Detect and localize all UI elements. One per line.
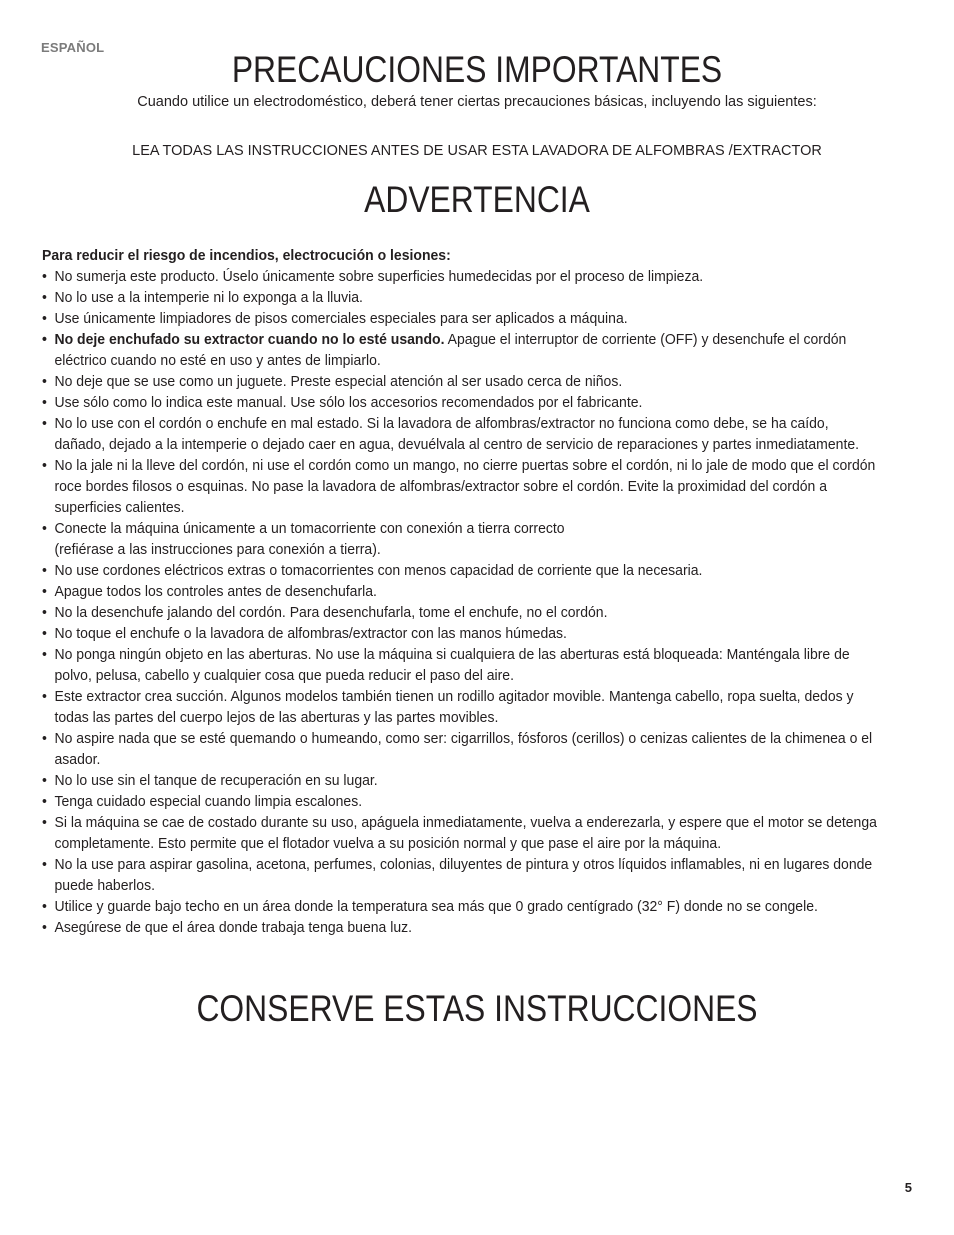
- item-text: No la jale ni la lleve del cordón, ni use el cordón como un mango, no cierre puertas sobre el cordón, ni lo jale de modo que el cordón roce bordes filosos o esquinas. No pase la lavadora de alfombras/extractor sobre el cordón. Evite la proximidad del cordón a superficies calientes.: [54, 458, 876, 516]
- item-text: No lo use a la intemperie ni lo exponga a la lluvia.: [54, 290, 363, 306]
- item-text: No lo use con el cordón o enchufe en mal estado. Si la lavadora de alfombras/extractor no funciona como debe, se ha caído, dañado, dejado a la intemperie o dejado caer en agua, devuélvala al centro de servicio de reparaciones y partes inmediatamente.: [54, 416, 860, 453]
- bullet-icon: •: [42, 290, 47, 306]
- list-item: [42, 645, 877, 687]
- bullet-icon: •: [42, 626, 47, 642]
- item-text: Conecte la máquina únicamente a un tomacorriente con conexión a tierra correcto: [54, 521, 565, 537]
- list-item: [42, 897, 877, 918]
- bullet-icon: •: [42, 395, 47, 411]
- item-text: No la desenchufe jalando del cordón. Para desenchufarla, tome el enchufe, no el cordón.: [54, 605, 608, 621]
- page-number: 5: [904, 1180, 912, 1195]
- item-text: No toque el enchufe o la lavadora de alfombras/extractor con las manos húmedas.: [54, 626, 567, 642]
- precaution-list: [42, 267, 877, 939]
- language-label: ESPAÑOL: [41, 40, 105, 55]
- bullet-icon: •: [42, 521, 47, 537]
- bullet-icon: •: [42, 332, 47, 348]
- item-text: Tenga cuidado especial cuando limpia escalones.: [54, 794, 363, 810]
- list-item: [42, 561, 877, 582]
- list-item: [42, 918, 877, 939]
- item-text: Este extractor crea succión. Algunos modelos también tienen un rodillo agitador movible. Mantenga cabello, ropa suelta, dedos y todas las partes del cuerpo lejos de las aberturas y las partes movibles.: [54, 689, 854, 726]
- bullet-icon: •: [42, 731, 47, 747]
- bullet-icon: •: [42, 899, 47, 915]
- item-text: No deje que se use como un juguete. Preste especial atención al ser usado cerca de niños.: [54, 374, 623, 390]
- read-instructions-notice: LEA TODAS LAS INSTRUCCIONES ANTES DE USAR ESTA LAVADORA DE ALFOMBRAS /EXTRACTOR: [132, 143, 822, 159]
- bullet-icon: •: [42, 689, 47, 705]
- bullet-icon: •: [42, 584, 47, 600]
- warning-title: ADVERTENCIA: [364, 179, 590, 220]
- item-text: Use sólo como lo indica este manual. Use sólo los accesorios recomendados por el fabricante.: [54, 395, 643, 411]
- item-text: No lo use sin el tanque de recuperación en su lugar.: [54, 773, 378, 789]
- item-text: Si la máquina se cae de costado durante su uso, apáguela inmediatamente, vuelva a enderezarla, y espere que el motor se detenga completamente. Esto permite que el flotador vuelva a su posición normal y que pase el aire por la máquina.: [54, 815, 877, 852]
- bullet-icon: •: [42, 647, 47, 663]
- bullet-icon: •: [42, 416, 47, 432]
- item-text-continued: (refiérase a las instrucciones para conexión a tierra).: [54, 542, 381, 558]
- bullet-icon: •: [42, 773, 47, 789]
- list-item: [42, 813, 877, 855]
- intro-text: Cuando utilice un electrodoméstico, deberá tener ciertas precauciones básicas, incluyendo las siguientes:: [137, 94, 817, 110]
- list-item: [42, 288, 877, 309]
- item-text: No aspire nada que se esté quemando o humeando, como ser: cigarrillos, fósforos (cerillos) o cenizas calientes de la chimenea o el asador.: [54, 731, 873, 768]
- list-item: [42, 582, 877, 603]
- list-item: [42, 393, 877, 414]
- bullet-icon: •: [42, 794, 47, 810]
- item-bold-text: No deje enchufado su extractor cuando no lo esté usando.: [54, 332, 445, 348]
- bullet-icon: •: [42, 311, 47, 327]
- precautions-title: PRECAUCIONES IMPORTANTES: [231, 49, 723, 90]
- item-text: Apague el interruptor de corriente (OFF) y desenchufe el cordón eléctrico cuando no esté en uso y antes de limpiarlo.: [54, 332, 847, 369]
- list-item: [42, 687, 877, 729]
- item-text: Apague todos los controles antes de desenchufarla.: [54, 584, 377, 600]
- item-text: Asegúrese de que el área donde trabaja tenga buena luz.: [54, 920, 413, 936]
- list-item: [42, 372, 877, 393]
- list-item: [42, 771, 877, 792]
- list-item: [42, 855, 877, 897]
- item-text: No ponga ningún objeto en las aberturas. No use la máquina si cualquiera de las aberturas está bloqueada: Manténgala libre de polvo, pelusa, cabello y cualquier cosa que pueda reducir el paso del aire.: [54, 647, 850, 684]
- list-item: [42, 309, 877, 330]
- list-item: [42, 729, 877, 771]
- list-item: [42, 456, 877, 519]
- list-item: [42, 624, 877, 645]
- list-item: [42, 330, 877, 372]
- bullet-icon: •: [42, 857, 47, 873]
- item-text: No sumerja este producto. Úselo únicamente sobre superficies humedecidas por el proceso de limpieza.: [54, 269, 704, 285]
- bullet-icon: •: [42, 458, 47, 474]
- bullet-icon: •: [42, 563, 47, 579]
- list-item: [42, 792, 877, 813]
- bullet-icon: •: [42, 374, 47, 390]
- bullet-icon: •: [42, 815, 47, 831]
- item-text: No use cordones eléctricos extras o tomacorrientes con menos capacidad de corriente que la necesaria.: [54, 563, 703, 579]
- bullet-icon: •: [42, 269, 47, 285]
- warning-section: [42, 246, 877, 939]
- item-text: No la use para aspirar gasolina, acetona, perfumes, colonias, diluyentes de pintura y otros líquidos inflamables, ni en lugares donde puede haberlos.: [54, 857, 873, 894]
- item-text: Utilice y guarde bajo techo en un área donde la temperatura sea más que 0 grado centígrado (32° F) donde no se congele.: [54, 899, 818, 915]
- list-item: [42, 519, 877, 561]
- item-text: Use únicamente limpiadores de pisos comerciales especiales para ser aplicados a máquina.: [54, 311, 628, 327]
- list-item: [42, 603, 877, 624]
- list-item: [42, 414, 877, 456]
- list-item: [42, 267, 877, 288]
- save-instructions-title: CONSERVE ESTAS INSTRUCCIONES: [196, 988, 758, 1029]
- bullet-icon: •: [42, 605, 47, 621]
- warning-lead: Para reducir el riesgo de incendios, electrocución o lesiones:: [42, 248, 451, 264]
- bullet-icon: •: [42, 920, 47, 936]
